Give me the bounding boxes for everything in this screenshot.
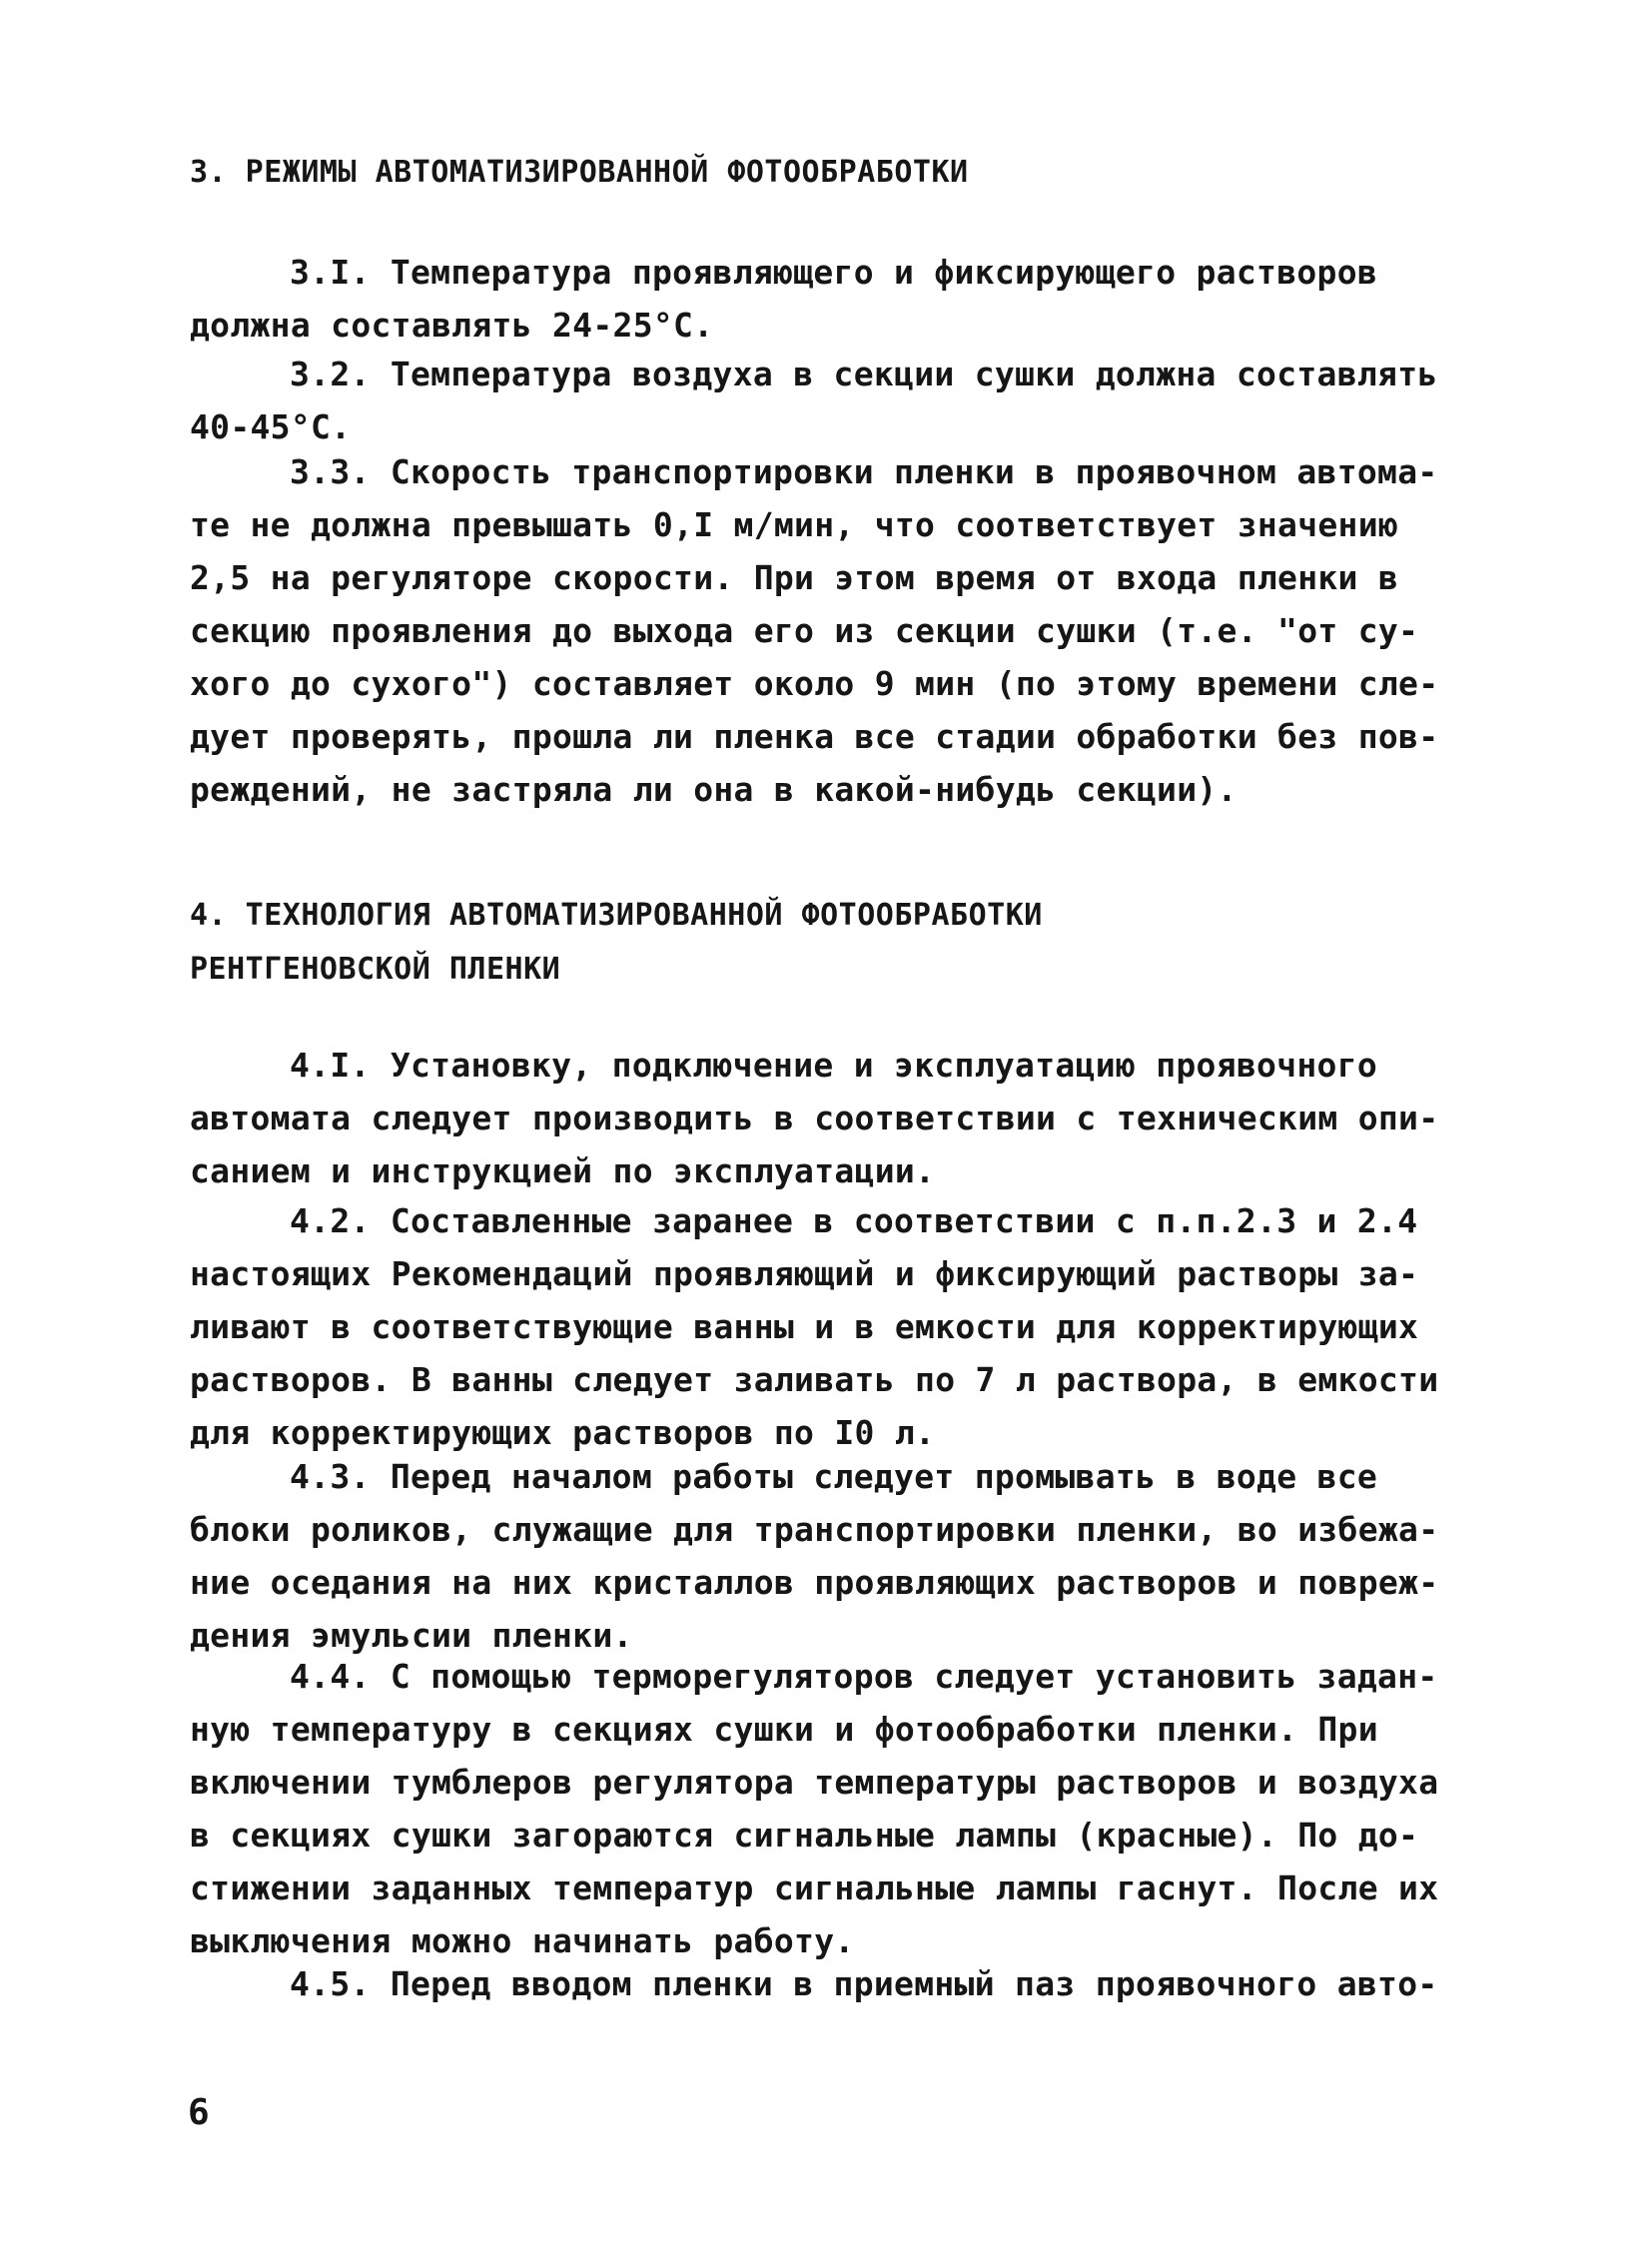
paragraph-line: 4.4. С помощью терморегуляторов следует установить задан- — [290, 1657, 1438, 1696]
paragraph-line: растворов. В ванны следует заливать по 7 л раствора, в емкости — [190, 1360, 1439, 1399]
section-4-heading — [190, 889, 1043, 997]
paragraph-3-1 — [190, 246, 1458, 352]
paragraph-line: автомата следует производить в соответствии с техническим опи- — [190, 1099, 1439, 1137]
page-number: 6 — [188, 2092, 210, 2133]
paragraph-line: 3.I. Температура проявляющего и фиксирующего растворов — [290, 253, 1378, 292]
paragraph-4-2 — [190, 1194, 1458, 1459]
paragraph-3-2 — [190, 348, 1458, 453]
paragraph-line: 4.I. Установку, подключение и эксплуатацию проявочного — [290, 1046, 1378, 1085]
paragraph-line: ние оседания на них кристаллов проявляющих растворов и повреж- — [190, 1563, 1439, 1602]
paragraph-line: ливают в соответствующие ванны и в емкости для корректирующих — [190, 1307, 1419, 1346]
paragraph-line: секцию проявления до выхода его из секции сушки (т.е. "от су- — [190, 611, 1419, 650]
paragraph-line: 4.5. Перед вводом пленки в приемный паз проявочного авто- — [290, 1964, 1438, 2003]
paragraph-line: реждений, не застряла ли она в какой-нибудь секции). — [190, 770, 1238, 809]
paragraph-line: в секциях сушки загораются сигнальные лампы (красные). По до- — [190, 1816, 1419, 1855]
paragraph-line: блоки роликов, служащие для транспортировки пленки, во избежа- — [190, 1510, 1439, 1549]
section-3-heading: 3. РЕЖИМЫ АВТОМАТИЗИРОВАННОЙ ФОТООБРАБОТКИ — [190, 155, 969, 190]
paragraph-line: хого до сухого") составляет около 9 мин (по этому времени сле- — [190, 664, 1439, 703]
paragraph-line: настоящих Рекомендаций проявляющий и фиксирующий растворы за- — [190, 1254, 1419, 1293]
paragraph-line: санием и инструкцией по эксплуатации. — [190, 1151, 936, 1190]
paragraph-line: те не должна превышать 0,I м/мин, что соответствует значению — [190, 505, 1399, 544]
paragraph-4-3 — [190, 1450, 1458, 1662]
paragraph-line: выключения можно начинать работу. — [190, 1921, 855, 1960]
heading-line: 4. ТЕХНОЛОГИЯ АВТОМАТИЗИРОВАННОЙ ФОТООБРАБОТКИ — [190, 898, 1043, 933]
paragraph-line: 4.2. Составленные заранее в соответствии с п.п.2.3 и 2.4 — [290, 1201, 1418, 1240]
paragraph-4-5 — [190, 1957, 1458, 2010]
paragraph-line: включении тумблеров регулятора температуры растворов и воздуха — [190, 1763, 1439, 1802]
paragraph-line: 4.3. Перед началом работы следует промывать в воде все — [290, 1457, 1378, 1496]
paragraph-4-1 — [190, 1039, 1458, 1197]
paragraph-line: должна составлять 24-25°С. — [190, 306, 714, 345]
paragraph-line: 3.2. Температура воздуха в секции сушки должна составлять — [290, 355, 1438, 393]
paragraph-4-4 — [190, 1650, 1458, 1967]
paragraph-line: ную температуру в секциях сушки и фотообработки пленки. При — [190, 1710, 1378, 1749]
paragraph-line: 40-45°С. — [190, 407, 352, 446]
paragraph-line: 2,5 на регуляторе скорости. При этом время от входа пленки в — [190, 558, 1399, 597]
paragraph-line: 3.3. Скорость транспортировки пленки в проявочном автома- — [290, 452, 1438, 491]
paragraph-line: дения эмульсии пленки. — [190, 1616, 633, 1655]
paragraph-line: дует проверять, прошла ли пленка все стадии обработки без пов- — [190, 717, 1439, 756]
heading-line: РЕНТГЕНОВСКОЙ ПЛЕНКИ — [190, 952, 561, 987]
paragraph-line: стижении заданных температур сигнальные лампы гаснут. После их — [190, 1868, 1439, 1907]
paragraph-line: для корректирующих растворов по I0 л. — [190, 1413, 936, 1452]
paragraph-3-3 — [190, 445, 1458, 816]
